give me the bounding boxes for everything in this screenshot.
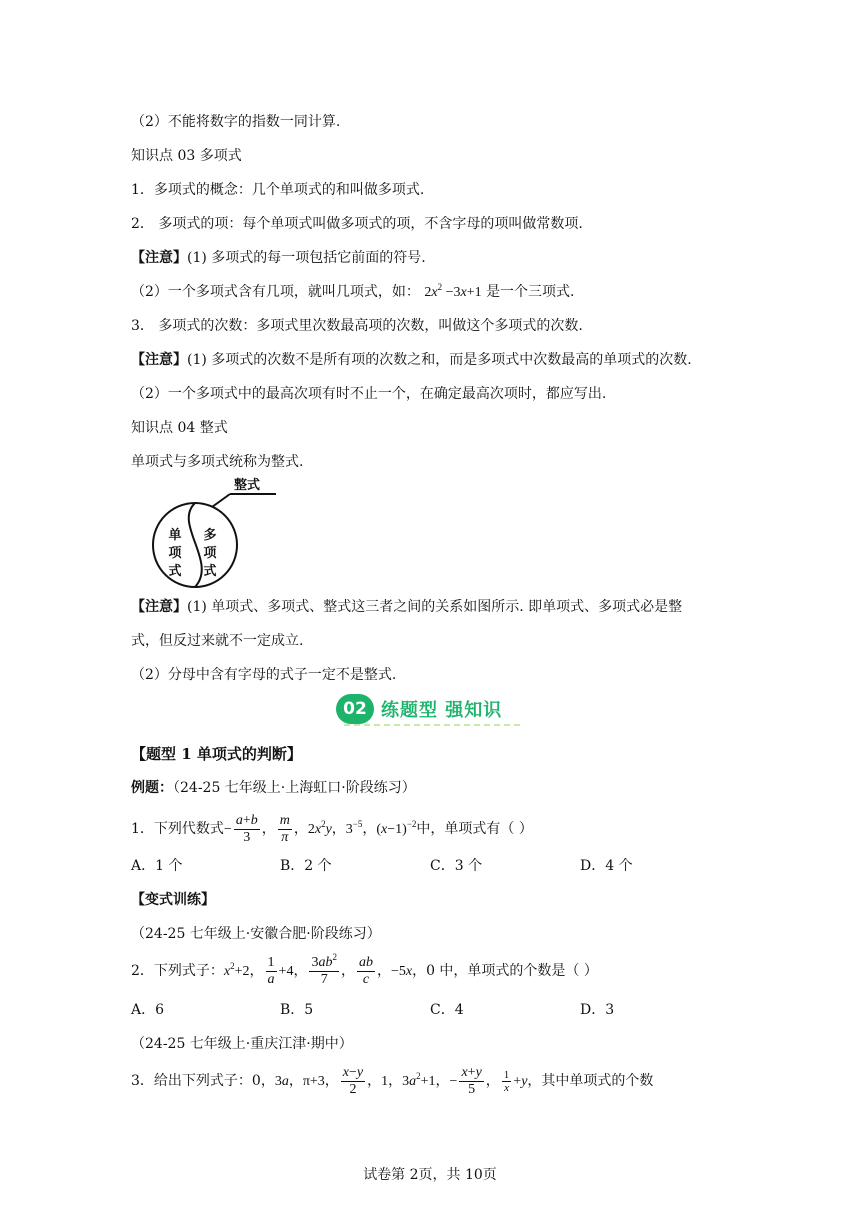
question-text: 中，单项式有（ ） [416,821,533,837]
note-3 [131,597,682,617]
q1-option-c[interactable]: C．3 个 [430,858,483,874]
note-tag: 【注意】 [131,352,187,368]
note-3-continued: 式，但反过来就不一定成立. [131,633,304,649]
question-text: ，0 中，单项式的个数是（ ） [412,963,598,979]
text: 是一个三项式. [486,284,575,300]
expr-list: $x^2+2$， $\frac{1}{a}$ +4， $\frac{3ab^2}{7}$ ， $\frac{ab}{c}$ ，−5x [223,952,413,988]
integral-expression-diagram [148,472,288,592]
char: 式 [168,564,182,579]
q3-source: （24-25 七年级上·重庆江津·期中） [131,1036,353,1052]
variant-heading: 【变式训练】 [131,892,215,908]
question-text: ，其中单项式的个数 [527,1073,654,1089]
question-3 [131,1064,653,1099]
line-polynomial-concept: 1．多项式的概念：几个单项式的和叫做多项式. [131,182,425,198]
example-source [131,778,416,798]
question-1 [131,812,533,847]
q1-option-a[interactable]: A．1 个 [131,858,183,874]
diagram-label-integral: 整式 [234,478,261,493]
question-text: 2．下列式子： [131,963,224,979]
line-denominator-note: （2）分母中含有字母的式子一定不是整式. [131,667,397,683]
note-2 [131,350,692,370]
question-text: 3．给出下列式子：0， [131,1073,275,1089]
question-text: 1．下列代数式 [131,821,224,837]
note-1 [131,248,426,268]
line-integral-expression: 单项式与多项式统称为整式. [131,454,304,470]
source: （24-25 七年级上·上海虹口·阶段练习） [173,780,416,796]
banner-title: 练题型 强知识 [381,700,503,721]
page-footer: 试卷第 2页，共 10页 [363,1167,497,1183]
note-tag: 【注意】 [131,250,187,266]
q1-option-d[interactable]: D．4 个 [580,858,633,874]
char: 多 [203,528,217,543]
line-polynomial-degree: 3． 多项式的次数：多项式里次数最高项的次数，叫做这个多项式的次数. [131,318,583,334]
char: 式 [203,564,217,579]
question-2 [131,954,598,989]
char: 项 [203,546,217,561]
expr-list: − $\frac{a+b}{3}$ ， $\frac{m}{\pi}$ ，$2x^2y$，$3^{-5}$，$(x-1)^{-2}$ [223,813,417,846]
q2-option-a[interactable]: A．6 [131,1002,165,1018]
q2-option-c[interactable]: C．4 [430,1002,464,1018]
section-banner [336,692,526,728]
line-trinomial-example [131,282,575,303]
heading-knowledge-04: 知识点 04 整式 [131,420,228,436]
expr-list: 3a，π+3， $\frac{x-y}{2}$ ，1，$3a^2+1$，− $\frac{x+y}{5}$ ， $\frac{1}{x}$ +y [274,1065,528,1098]
diagram-label-monomial [166,527,184,581]
note-tag: 【注意】 [131,599,187,615]
diagram-label-polynomial [201,527,219,581]
q2-option-d[interactable]: D．3 [580,1002,615,1018]
example-label: 例题： [131,780,173,796]
note-text: (1) 单项式、多项式、整式这三者之间的关系如图所示. 即单项式、多项式必是整 [187,599,683,615]
q2-option-b[interactable]: B．5 [280,1002,314,1018]
banner-number-badge: 02 [336,694,374,724]
line-note-exponent: （2）不能将数字的指数一同计算. [131,114,341,130]
section-title: 【题型 1 单项式的判断】 [131,745,302,763]
note-text: (1) 多项式的次数不是所有项的次数之和，而是多项式中次数最高的单项式的次数. [187,352,692,368]
note-text: (1) 多项式的每一项包括它前面的符号. [187,250,426,266]
q2-source: （24-25 七年级上·安徽合肥·阶段练习） [131,926,381,942]
line-highest-term: （2）一个多项式中的最高次项有时不止一个，在确定最高次项时，都应写出. [131,386,607,402]
q1-option-b[interactable]: B．2 个 [280,858,332,874]
line-polynomial-terms: 2． 多项式的项：每个单项式叫做多项式的项，不含字母的项叫做常数项. [131,216,583,232]
text: （2）一个多项式含有几项，就叫几项式，如： [131,284,420,300]
banner-dashes [344,724,520,726]
formula: $2x^2 -3x+1$ [424,282,482,300]
char: 项 [168,546,182,561]
heading-knowledge-03: 知识点 03 多项式 [131,148,242,164]
char: 单 [168,528,182,543]
